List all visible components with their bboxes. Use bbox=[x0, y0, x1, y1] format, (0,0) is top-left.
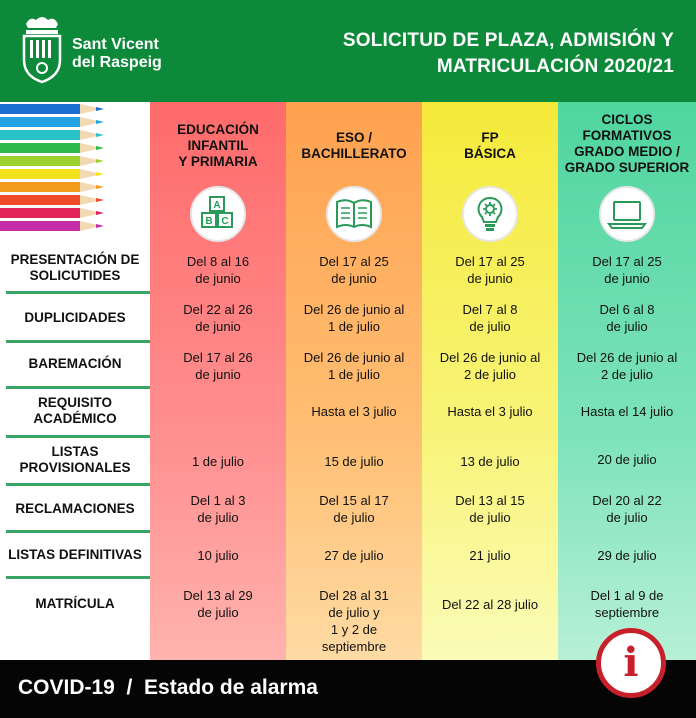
cell-provisionales-fp bbox=[422, 453, 558, 470]
cell-line: de julio bbox=[606, 319, 648, 334]
colored-pencils-illustration bbox=[0, 104, 114, 240]
cell-line: de julio bbox=[469, 319, 511, 334]
cell-line: Del 1 al 3 bbox=[190, 493, 246, 508]
cell-line: 10 julio bbox=[197, 548, 239, 563]
row-divider bbox=[6, 291, 150, 294]
cell-definitivas-eso bbox=[286, 547, 422, 564]
label-line: LISTAS DEFINITIVAS bbox=[8, 547, 142, 562]
footer-text: COVID-19 / Estado de alarma bbox=[18, 676, 318, 699]
cell-line: Del 1 al 9 de bbox=[590, 588, 664, 603]
cell-duplicidades-fp bbox=[422, 301, 558, 335]
header-line: GRADO SUPERIOR bbox=[564, 160, 690, 175]
cell-reclamaciones-eso bbox=[286, 492, 422, 526]
cell-line: de junio bbox=[604, 271, 650, 286]
cell-line: 1 de julio bbox=[191, 454, 245, 469]
row-label-presentacion bbox=[0, 252, 150, 284]
brand-line-2: del Raspeig bbox=[72, 54, 162, 71]
row-label-requisito bbox=[0, 395, 150, 427]
cell-line: Del 26 de junio al bbox=[576, 350, 678, 365]
cell-requisito-fp bbox=[422, 403, 558, 420]
header-line: BACHILLERATO bbox=[301, 146, 407, 161]
row-label-reclamaciones bbox=[0, 501, 150, 517]
label-line: MATRÍCULA bbox=[35, 596, 115, 611]
label-line: SOLICUTIDES bbox=[29, 268, 121, 283]
cell-line: de julio bbox=[606, 510, 648, 525]
cell-presentacion-infantil bbox=[150, 253, 286, 287]
cell-line: septiembre bbox=[321, 639, 387, 654]
cell-line: Del 26 de junio al bbox=[303, 302, 405, 317]
cell-line: Del 26 de junio al bbox=[303, 350, 405, 365]
row-label-duplicidades bbox=[0, 310, 150, 326]
label-line: PRESENTACIÓN DE bbox=[10, 252, 140, 267]
schedule-table bbox=[0, 102, 696, 660]
cell-line: de julio bbox=[469, 510, 511, 525]
header-line: FP bbox=[481, 130, 499, 145]
cell-definitivas-ciclos bbox=[558, 547, 696, 564]
cell-provisionales-infantil bbox=[150, 453, 286, 470]
header bbox=[0, 0, 696, 102]
cell-provisionales-eso bbox=[286, 453, 422, 470]
open-book-icon bbox=[326, 186, 382, 242]
label-line: DUPLICIDADES bbox=[24, 310, 126, 325]
brand-name bbox=[72, 36, 162, 72]
cell-duplicidades-eso bbox=[286, 301, 422, 335]
cell-line: de junio bbox=[467, 271, 513, 286]
header-line: BÁSICA bbox=[464, 146, 516, 161]
cell-baremacion-fp bbox=[422, 349, 558, 383]
header-line: EDUCACIÓN bbox=[177, 122, 259, 137]
cell-line: de junio bbox=[331, 271, 377, 286]
row-divider bbox=[6, 530, 150, 533]
header-line: FORMATIVOS bbox=[582, 128, 672, 143]
cell-matricula-ciclos bbox=[558, 587, 696, 621]
column-header bbox=[286, 130, 422, 162]
cell-line: septiembre bbox=[594, 605, 660, 620]
cell-line: Del 17 al 25 bbox=[455, 254, 525, 269]
label-line: REQUISITO bbox=[37, 395, 112, 410]
cell-line: de junio bbox=[195, 271, 241, 286]
row-label-listas-provisionales bbox=[0, 444, 150, 476]
cell-line: Hasta el 14 julio bbox=[580, 404, 674, 419]
cell-duplicidades-infantil bbox=[150, 301, 286, 335]
row-label-listas-definitivas bbox=[0, 547, 150, 563]
cell-presentacion-fp bbox=[422, 253, 558, 287]
row-label-baremacion bbox=[0, 356, 150, 372]
cell-line: Del 17 al 25 bbox=[319, 254, 389, 269]
cell-reclamaciones-fp bbox=[422, 492, 558, 526]
svg-text:B: B bbox=[205, 216, 213, 227]
laptop-icon bbox=[599, 186, 655, 242]
cell-line: Del 28 al 31 bbox=[319, 588, 389, 603]
cell-line: 1 de julio bbox=[327, 319, 381, 334]
cell-line: de junio bbox=[195, 319, 241, 334]
cell-line: 2 de julio bbox=[463, 367, 517, 382]
row-label-matricula bbox=[0, 596, 150, 612]
cell-presentacion-ciclos bbox=[558, 253, 696, 287]
cell-line: Del 13 al 29 bbox=[183, 588, 253, 603]
cell-requisito-eso bbox=[286, 403, 422, 420]
cell-line: Del 26 de junio al bbox=[439, 350, 541, 365]
row-divider bbox=[6, 340, 150, 343]
cell-line: Del 20 al 22 bbox=[592, 493, 662, 508]
cell-line: 21 julio bbox=[469, 548, 511, 563]
cell-line: 1 de julio bbox=[327, 367, 381, 382]
cell-line: Del 17 al 25 bbox=[592, 254, 662, 269]
svg-text:A: A bbox=[213, 200, 221, 211]
row-divider bbox=[6, 386, 150, 389]
header-line: GRADO MEDIO / bbox=[574, 144, 680, 159]
cell-line: de julio bbox=[197, 510, 239, 525]
label-line: RECLAMACIONES bbox=[15, 501, 135, 516]
cell-line: Hasta el 3 julio bbox=[447, 404, 533, 419]
header-line: INFANTIL bbox=[187, 138, 249, 153]
cell-line: Del 22 al 26 bbox=[183, 302, 253, 317]
page-title bbox=[343, 28, 674, 80]
row-divider bbox=[6, 483, 150, 486]
cell-definitivas-fp bbox=[422, 547, 558, 564]
column-header bbox=[422, 130, 558, 162]
cell-line: 1 y 2 de bbox=[330, 622, 378, 637]
cell-matricula-infantil bbox=[150, 587, 286, 621]
label-line: PROVISIONALES bbox=[19, 460, 131, 475]
info-glyph: i bbox=[623, 639, 639, 686]
cell-line: 20 de julio bbox=[597, 452, 657, 467]
row-divider bbox=[6, 576, 150, 579]
cell-presentacion-eso bbox=[286, 253, 422, 287]
cell-baremacion-eso bbox=[286, 349, 422, 383]
svg-text:C: C bbox=[221, 216, 229, 227]
cell-line: Del 17 al 26 bbox=[183, 350, 253, 365]
cell-line: Del 13 al 15 bbox=[455, 493, 525, 508]
header-line: CICLOS bbox=[601, 112, 653, 127]
header-line: ESO / bbox=[335, 130, 372, 145]
cell-line: de junio bbox=[195, 367, 241, 382]
abc-blocks-icon bbox=[190, 186, 246, 242]
brand-line-1: Sant Vicent bbox=[72, 36, 159, 53]
cell-duplicidades-ciclos bbox=[558, 301, 696, 335]
label-line: ACADÉMICO bbox=[33, 411, 117, 426]
cell-line: Hasta el 3 julio bbox=[311, 404, 397, 419]
cell-definitivas-infantil bbox=[150, 547, 286, 564]
cell-line: de julio y bbox=[328, 605, 380, 620]
cell-line: de julio bbox=[333, 510, 375, 525]
title-line-2: MATRICULACIÓN 2020/21 bbox=[436, 56, 674, 77]
label-line: LISTAS bbox=[51, 444, 99, 459]
title-line-1: SOLICITUD DE PLAZA, ADMISIÓN Y bbox=[342, 30, 674, 51]
gear-bulb-icon bbox=[462, 186, 518, 242]
footer-banner bbox=[0, 660, 696, 718]
row-divider bbox=[6, 435, 150, 438]
info-icon[interactable] bbox=[596, 628, 666, 698]
cell-line: Del 15 al 17 bbox=[319, 493, 389, 508]
cell-baremacion-ciclos bbox=[558, 349, 696, 383]
cell-line: 29 de julio bbox=[597, 548, 657, 563]
cell-line: Del 22 al 28 julio bbox=[441, 597, 539, 612]
cell-line: Del 7 al 8 bbox=[462, 302, 518, 317]
cell-line: 27 de julio bbox=[324, 548, 384, 563]
town-crest-logo bbox=[20, 14, 64, 86]
cell-line: Del 8 al 16 bbox=[186, 254, 250, 269]
cell-requisito-ciclos bbox=[558, 403, 696, 420]
cell-baremacion-infantil bbox=[150, 349, 286, 383]
label-line: BAREMACIÓN bbox=[28, 356, 122, 371]
column-header bbox=[558, 112, 696, 176]
cell-line: de julio bbox=[197, 605, 239, 620]
column-header bbox=[150, 122, 286, 170]
cell-line: 2 de julio bbox=[600, 367, 654, 382]
cell-matricula-eso bbox=[286, 587, 422, 655]
cell-reclamaciones-infantil bbox=[150, 492, 286, 526]
header-line: Y PRIMARIA bbox=[178, 154, 258, 169]
cell-line: 15 de julio bbox=[324, 454, 384, 469]
cell-provisionales-ciclos bbox=[558, 451, 696, 468]
cell-line: 13 de julio bbox=[460, 454, 520, 469]
cell-matricula-fp bbox=[422, 596, 558, 613]
cell-reclamaciones-ciclos bbox=[558, 492, 696, 526]
cell-line: Del 6 al 8 bbox=[599, 302, 655, 317]
